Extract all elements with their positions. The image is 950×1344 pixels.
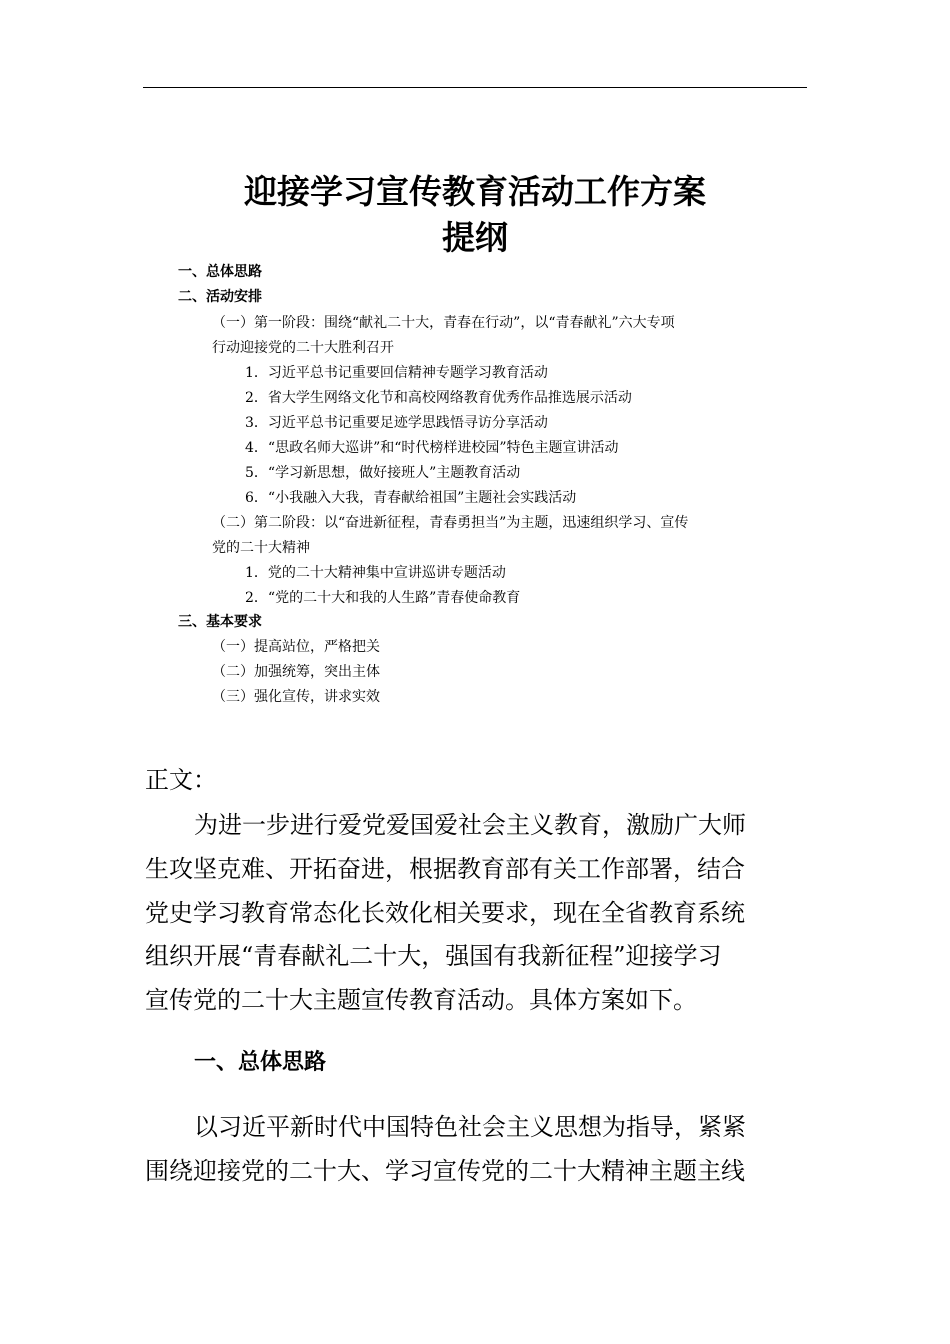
outline-req-item: （二）加强统筹，突出主体 [212, 664, 380, 680]
outline-stage1: （一）第一阶段：围绕“献礼二十大，青春在行动”，以“青春献礼”六大专项 [212, 315, 675, 331]
outline-item: 1．习近平总书记重要回信精神专题学习教育活动 [245, 365, 548, 381]
outline-stage2: （二）第二阶段：以“奋进新征程，青春勇担当”为主题，迅速组织学习、宣传 [212, 515, 689, 531]
paragraph-line: 为进一步进行爱党爱国爱社会主义教育，激励广大师 [194, 811, 746, 839]
outline-item: 1．党的二十大精神集中宣讲巡讲专题活动 [245, 565, 506, 581]
outline-item: 5．“学习新思想，做好接班人”主题教育活动 [245, 465, 521, 481]
document-subtitle: 提纲 [442, 218, 508, 257]
outline-stage1-cont: 行动迎接党的二十大胜利召开 [212, 340, 394, 356]
body-label: 正文： [145, 766, 217, 794]
header-rule [143, 87, 807, 88]
paragraph-line: 以习近平新时代中国特色社会主义思想为指导，紧紧 [194, 1113, 746, 1141]
paragraph-line: 生攻坚克难、开拓奋进，根据教育部有关工作部署，结合 [145, 855, 745, 883]
outline-stage2-cont: 党的二十大精神 [212, 540, 310, 556]
paragraph-line: 宣传党的二十大主题宣传教育活动。具体方案如下。 [145, 986, 697, 1014]
outline-heading-1: 一、总体思路 [178, 264, 262, 280]
paragraph-line: 围绕迎接党的二十大、学习宣传党的二十大精神主题主线 [145, 1157, 745, 1185]
outline-item: 2．省大学生网络文化节和高校网络教育优秀作品推选展示活动 [245, 390, 632, 406]
outline-heading-3: 三、基本要求 [178, 614, 262, 630]
outline-item: 3．习近平总书记重要足迹学思践悟寻访分享活动 [245, 415, 548, 431]
outline-item: 4．“思政名师大巡讲”和“时代榜样进校园”特色主题宣讲活动 [245, 440, 619, 456]
section-heading: 一、总体思路 [194, 1050, 327, 1075]
outline-item: 2．“党的二十大和我的人生路”青春使命教育 [245, 590, 521, 606]
paragraph-line: 组织开展“青春献礼二十大，强国有我新征程”迎接学习 [145, 942, 722, 970]
paragraph-line: 党史学习教育常态化长效化相关要求，现在全省教育系统 [145, 899, 745, 927]
outline-req-item: （一）提高站位，严格把关 [212, 639, 380, 655]
outline-heading-2: 二、活动安排 [178, 289, 262, 305]
outline-item: 6．“小我融入大我，青春献给祖国”主题社会实践活动 [245, 490, 577, 506]
outline-req-item: （三）强化宣传，讲求实效 [212, 689, 380, 705]
document-title: 迎接学习宣传教育活动工作方案 [244, 172, 706, 211]
